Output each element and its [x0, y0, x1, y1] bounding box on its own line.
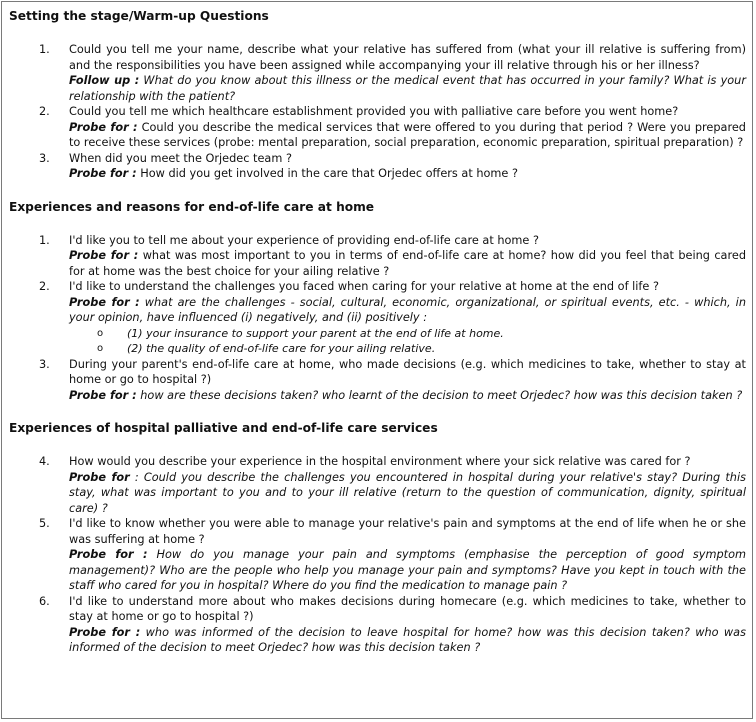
question-item	[9, 42, 746, 104]
question-text: How would you describe your experience in the hospital environment where your sick relative was cared for ?	[69, 455, 691, 468]
question-item	[9, 233, 746, 280]
question-item	[9, 279, 746, 326]
question-number: 3.	[39, 151, 50, 165]
probe-label: Probe for :	[69, 249, 139, 262]
question-number: 2.	[39, 280, 50, 293]
probe-label: Probe for	[69, 470, 130, 484]
probe-text: how are these decisions taken? who learnt of the decision to meet Orjedec? how was this decision taken ?	[136, 388, 743, 402]
probe-label: Follow up :	[69, 74, 140, 87]
question-number: 2.	[39, 105, 50, 118]
question-text: I'd like to understand more about who makes decisions during homecare (e.g. which medicines to take, whether to stay at home or go to hospital ?)	[69, 594, 746, 623]
sub-item	[9, 341, 746, 357]
sub-item	[9, 326, 746, 342]
question-number: 3.	[39, 357, 50, 371]
section-title: Setting the stage/Warm-up Questions	[9, 9, 269, 23]
probe-text: Could you describe the medical services that were offered to you during that period ? Were you prepared to receive these services (probe: mental preparation, social preparation, economic preparation, spiritual preparation) ?	[69, 120, 746, 149]
probe-text: who was informed of the decision to leave hospital for home? how was this decision taken? who was informed of the decision to meet Orjedec? how was this decision taken ?	[69, 625, 746, 654]
question-text: When did you meet the Orjedec team ?	[69, 151, 292, 165]
question-text: I'd like to know whether you were able to manage your relative's pain and symptoms at the end of life when he or she was suffering at home ?	[69, 517, 746, 546]
question-body	[69, 42, 746, 104]
bullet-icon: o	[97, 327, 104, 339]
probe-line	[69, 248, 746, 279]
question-text: Could you tell me your name, describe what your relative has suffered from (what your ill relative is suffering from) and the responsibilities you have been assigned while accompanying your ill relative through his or her illness?	[69, 43, 746, 72]
question-item	[9, 357, 746, 404]
section-title: Experiences of hospital palliative and end-of-life care services	[9, 421, 438, 435]
section	[9, 199, 746, 404]
question-number: 4.	[39, 455, 50, 468]
probe-line	[69, 120, 746, 151]
question-text: I'd like to understand the challenges you faced when caring for your relative at home at the end of life ?	[69, 280, 659, 293]
question-item	[9, 516, 746, 594]
question-number: 5.	[39, 517, 50, 530]
question-body	[69, 516, 746, 594]
question-item	[9, 594, 746, 656]
probe-text: How did you get involved in the care that Orjedec offers at home ?	[136, 167, 518, 180]
question-number: 6.	[39, 594, 50, 608]
probe-line	[69, 470, 746, 517]
probe-label: Probe for :	[69, 625, 141, 639]
sub-item-text: (1) your insurance to support your parent at the end of life at home.	[127, 326, 504, 340]
question-number: 1.	[39, 233, 50, 247]
bullet-icon: o	[97, 343, 104, 354]
probe-line	[69, 73, 746, 104]
question-item	[9, 454, 746, 516]
question-body	[69, 151, 746, 182]
question-item	[9, 104, 746, 151]
section	[9, 8, 746, 182]
probe-label: Probe for :	[69, 295, 140, 309]
probe-line	[69, 166, 746, 182]
probe-text: what was most important to you in terms of end-of-life care at home? how did you feel that being cared for at home was the best choice for your ailing relative ?	[69, 249, 746, 278]
probe-label: Probe for :	[69, 120, 138, 134]
probe-text: : Could you describe the challenges you encountered in hospital during your relative's stay? During this stay, what was important to you and to your ill relative (return to the question of communication, dignity, spiritual care) ?	[69, 470, 746, 515]
question-body	[69, 233, 746, 280]
question-number: 1.	[39, 43, 50, 56]
probe-line	[69, 295, 746, 326]
question-text: During your parent's end-of-life care at home, who made decisions (e.g. which medicines to take, whether to stay at home or go to hospital ?)	[69, 357, 746, 386]
probe-text: What do you know about this illness or the medical event that has occurred in your family? What is your relationship with the patient?	[69, 74, 746, 103]
question-text: Could you tell me which healthcare establishment provided you with palliative care before you went home?	[69, 105, 679, 118]
question-item	[9, 151, 746, 182]
question-body	[69, 279, 746, 326]
question-body	[69, 357, 746, 404]
section-title: Experiences and reasons for end-of-life care at home	[9, 199, 375, 214]
probe-label: Probe for :	[69, 388, 137, 402]
question-body	[69, 454, 746, 516]
question-body	[69, 104, 746, 151]
probe-line	[69, 625, 746, 656]
question-body	[69, 594, 746, 656]
sub-item-text: (2) the quality of end-of-life care for your ailing relative.	[127, 342, 436, 355]
probe-text: what are the challenges - social, cultural, economic, organizational, or spiritual events, etc. - which, in your opinion, have influenced (i) negatively, and (ii) positively :	[69, 295, 746, 324]
probe-text: How do you manage your pain and symptoms (emphasise the perception of good symptom management)? Who are the people who help you manage your pain and symptoms? Have you kept in touch with the staff who cared for you in hospital? Where do you find the medication to manage pain ?	[69, 548, 746, 592]
probe-label: Probe for :	[69, 167, 137, 180]
interview-guide-content	[2, 2, 752, 656]
interview-guide-table	[1, 1, 753, 719]
probe-label: Probe for :	[69, 548, 148, 561]
question-text: I'd like you to tell me about your experience of providing end-of-life care at home ?	[69, 233, 539, 247]
probe-line	[69, 547, 746, 594]
section	[9, 420, 746, 656]
probe-line	[69, 388, 746, 404]
